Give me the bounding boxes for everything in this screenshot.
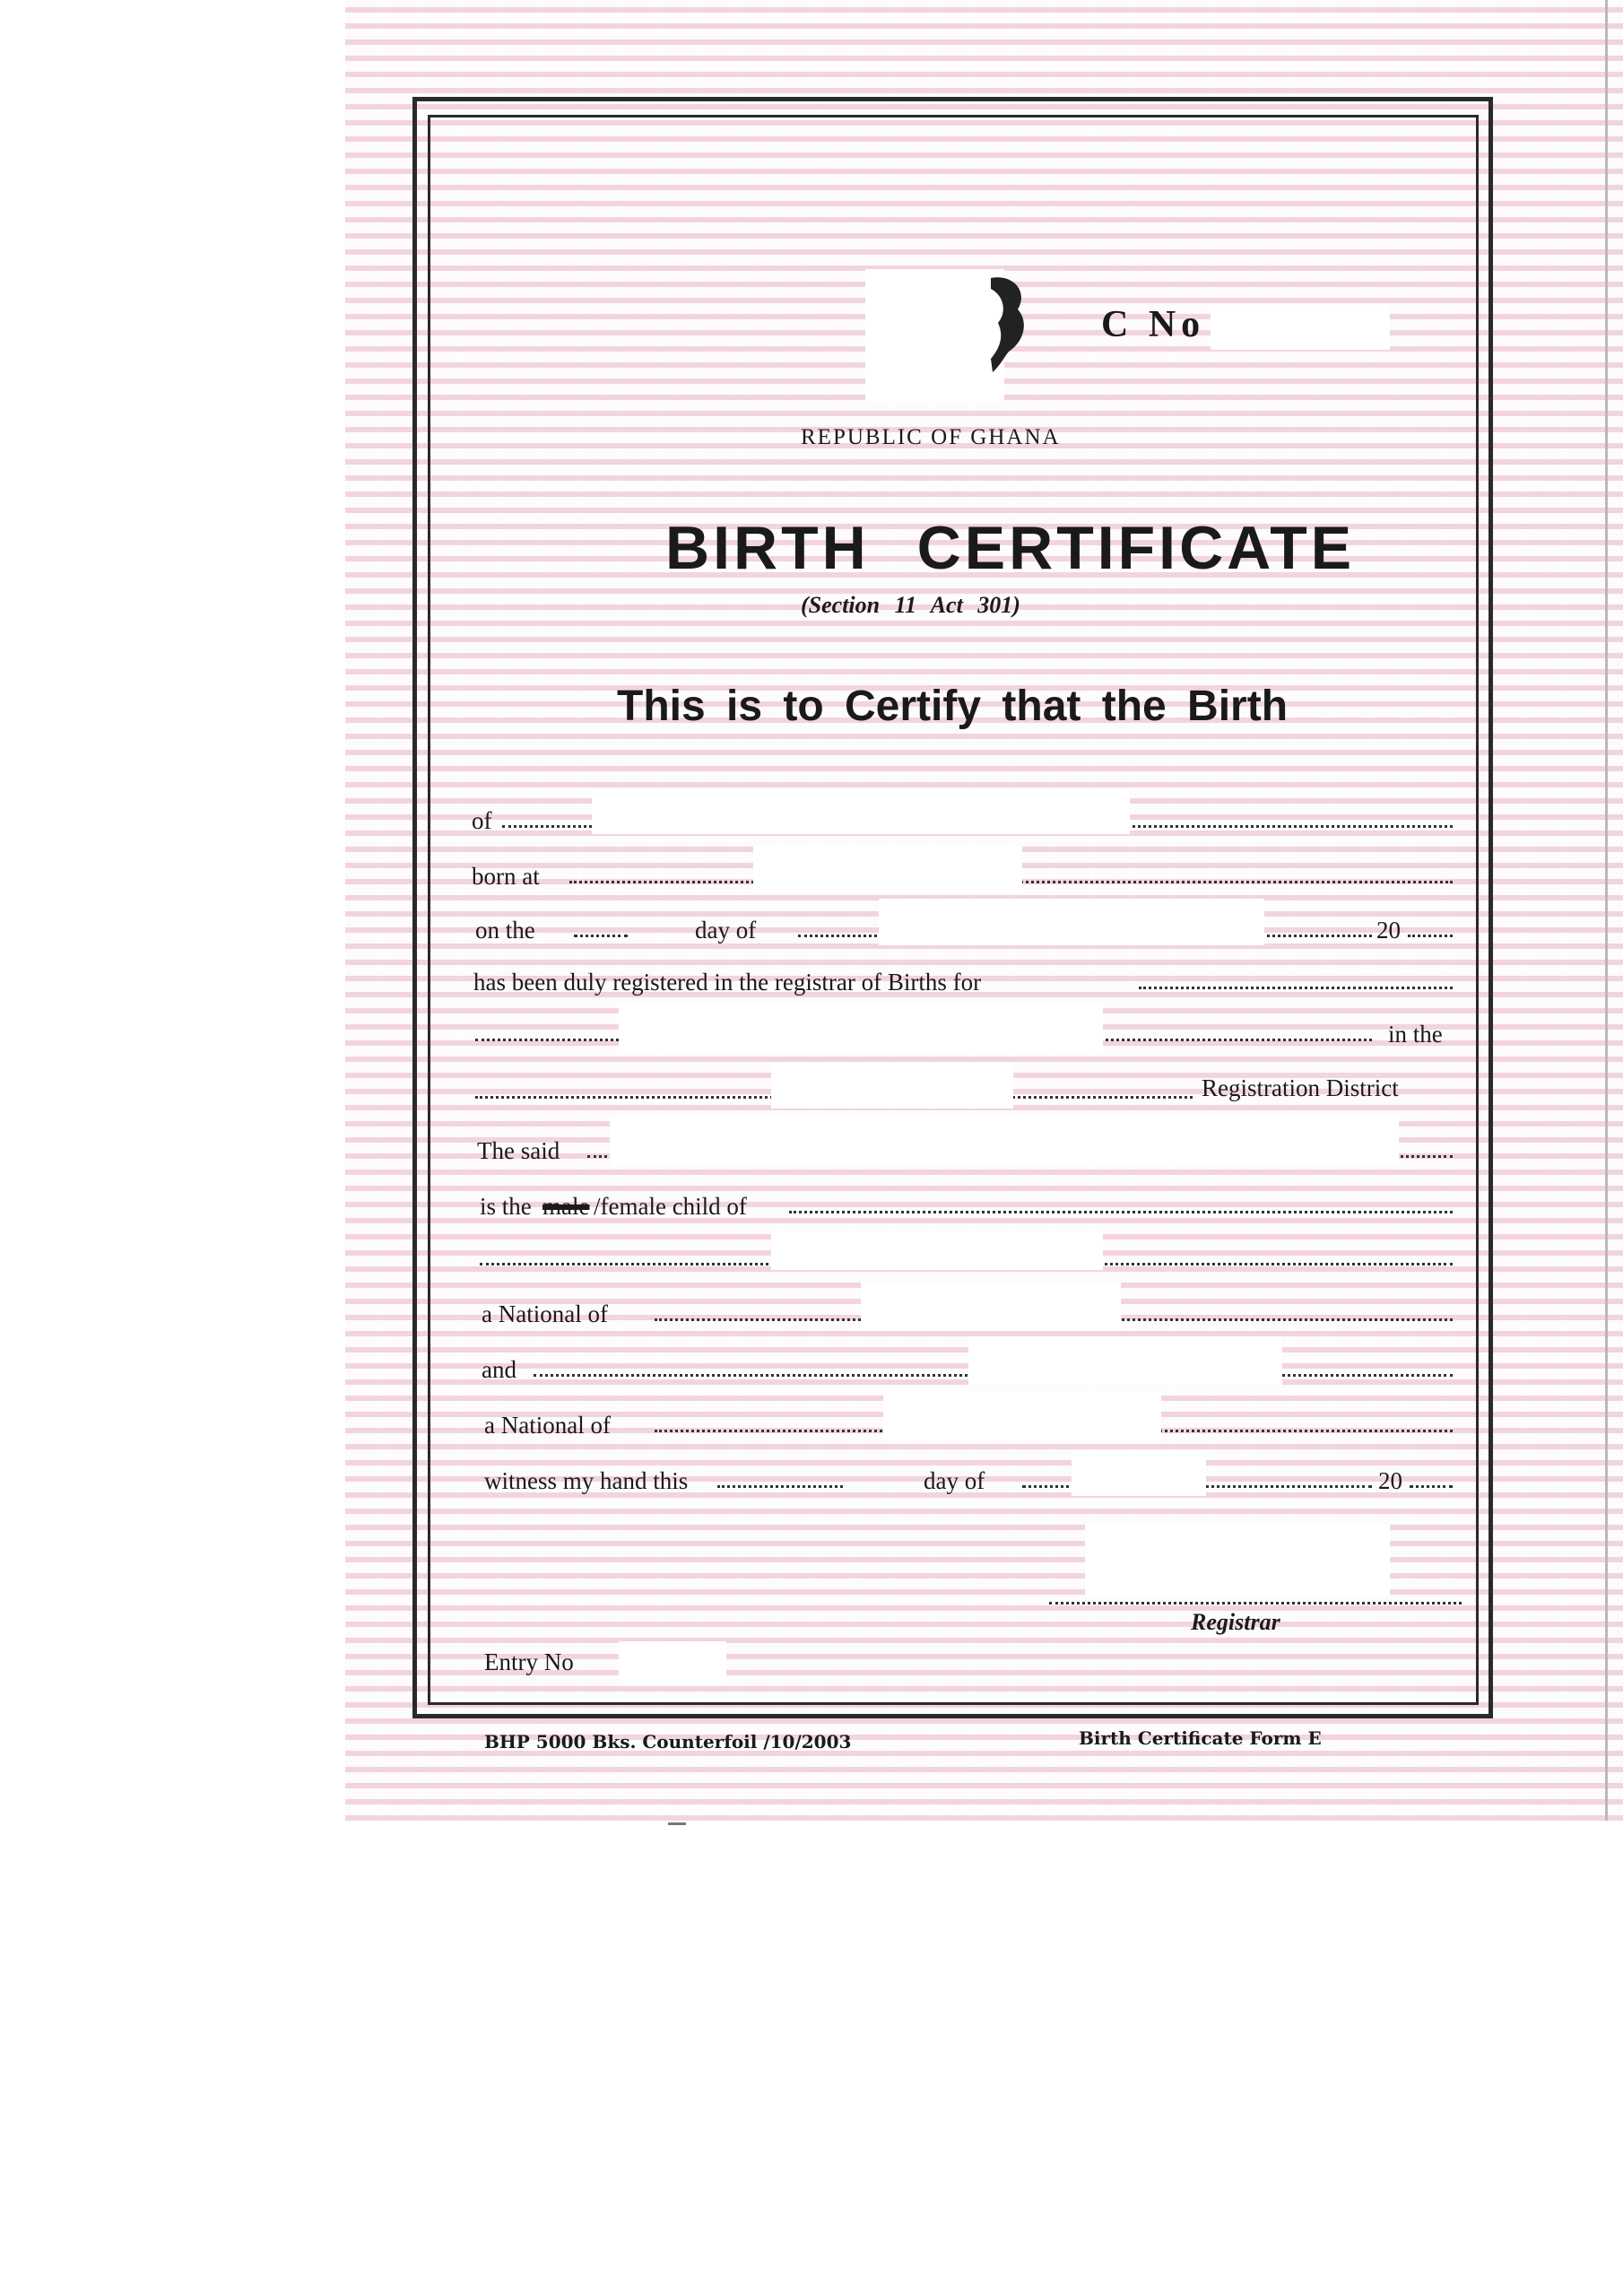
label-registered: has been duly registered in the registrar of Births for [473, 969, 982, 996]
label-on-the: on the [475, 917, 535, 944]
footer-form-name: Birth Certificate Form E [1079, 1727, 1322, 1749]
label-day-of: day of [695, 917, 757, 944]
section-reference: (Section 11 Act 301) [801, 592, 1020, 618]
label-witness: witness my hand this [484, 1467, 689, 1494]
label-national-of-1: a National of [482, 1300, 608, 1327]
certificate-title: BIRTH CERTIFICATE [665, 514, 1356, 582]
country-name: REPUBLIC OF GHANA [801, 425, 1061, 449]
dots-witness-day [717, 1485, 843, 1488]
redaction-parent-1 [771, 1231, 1103, 1270]
redaction-witness-month [1072, 1451, 1206, 1496]
footer-form-reference: BHP 5000 Bks. Counterfoil /10/2003 [484, 1731, 852, 1752]
certificate-number-label: C No [1101, 304, 1206, 345]
label-year: 20 [1376, 917, 1401, 944]
redaction-cert-number [1211, 305, 1390, 350]
label-day-of-2: day of [924, 1467, 985, 1494]
label-registration-district: Registration District [1202, 1074, 1399, 1101]
redaction-district [771, 1062, 1013, 1109]
dots-year [1408, 935, 1453, 937]
label-female-child-of: /female child of [594, 1193, 747, 1220]
redaction-the-said [610, 1117, 1399, 1166]
label-born-at: born at [472, 863, 540, 890]
redaction-born-at [753, 846, 1022, 892]
dots-registrar-signature [1049, 1602, 1462, 1605]
dots-year-2 [1410, 1485, 1453, 1488]
paper-edge [1605, 0, 1608, 1821]
label-and: and [482, 1356, 516, 1383]
scan-mark [668, 1822, 686, 1825]
redaction-registrar-signature [1085, 1525, 1390, 1596]
label-the-said: The said [477, 1137, 560, 1164]
label-registrar: Registrar [1191, 1609, 1280, 1635]
label-of: of [472, 807, 492, 834]
redaction-place [619, 1004, 1103, 1051]
coat-of-arms-icon [973, 269, 1036, 377]
redaction-entry-no [619, 1641, 726, 1686]
certify-heading: This is to Certify that the Birth [617, 683, 1289, 730]
struck-male-text: male [542, 1193, 590, 1220]
redaction-national-2 [883, 1392, 1161, 1440]
dots-day [574, 935, 628, 937]
label-year-2: 20 [1378, 1467, 1402, 1494]
label-entry-no: Entry No [484, 1648, 574, 1675]
label-national-of-2: a National of [484, 1412, 611, 1439]
redaction-of [592, 789, 1130, 834]
label-in-the: in the [1388, 1021, 1443, 1048]
label-is-the: is the [480, 1193, 532, 1220]
dots-child-of [789, 1211, 1453, 1213]
redaction-month [879, 899, 1264, 945]
dots-registered [1139, 987, 1453, 989]
redaction-national-1 [861, 1283, 1121, 1331]
redaction-and [968, 1336, 1282, 1385]
